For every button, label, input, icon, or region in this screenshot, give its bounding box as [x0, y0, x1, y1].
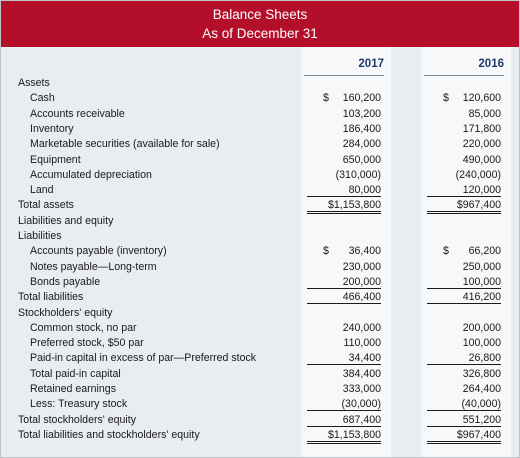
- row-value-2017: (30,000): [307, 399, 381, 411]
- statement-row: [1, 384, 519, 395]
- row-value-2016: $967,400: [427, 200, 501, 214]
- row-value-2017: (310,000): [335, 168, 381, 181]
- row-label: Assets: [18, 77, 50, 89]
- row-value-2016: 200,000: [462, 321, 501, 334]
- row-value-2017: 240,000: [342, 321, 381, 334]
- statement-row: [1, 430, 519, 441]
- currency-symbol-2017: $: [323, 92, 329, 105]
- statement-row: [1, 246, 519, 257]
- statement-row: [1, 78, 519, 89]
- row-value-2016: 100,000: [427, 277, 501, 289]
- row-value-2017: 384,400: [342, 367, 381, 380]
- row-label: Total stockholders' equity: [18, 413, 137, 426]
- row-value-2016: 326,800: [462, 367, 501, 380]
- row-value-2016: 171,800: [462, 122, 501, 135]
- currency-symbol-2016: $: [443, 92, 449, 105]
- row-value-2016: 220,000: [462, 138, 501, 151]
- row-value-2016: 120,000: [427, 185, 501, 197]
- column-header-2017: 2017: [358, 58, 384, 70]
- row-label: Stockholders' equity: [18, 306, 113, 319]
- row-label: Accounts payable (inventory): [30, 245, 167, 258]
- statement-row: [1, 277, 519, 288]
- row-label: Inventory: [30, 122, 74, 135]
- row-value-2017: 650,000: [342, 153, 381, 166]
- statement-row: [1, 369, 519, 380]
- row-value-2017: 34,400: [307, 353, 381, 365]
- row-value-2017: 687,400: [307, 415, 381, 427]
- row-label: Accumulated depreciation: [30, 168, 152, 181]
- column-rule-2017: [304, 75, 384, 76]
- statement-row: [1, 415, 519, 426]
- statement-row: [1, 399, 519, 410]
- statement-row: [1, 93, 519, 104]
- statement-row: [1, 231, 519, 242]
- statement-row: [1, 338, 519, 349]
- row-value-2017: 200,000: [307, 277, 381, 289]
- row-value-2016: 551,200: [427, 415, 501, 427]
- row-value-2016: 26,800: [427, 353, 501, 365]
- row-value-2017: 466,400: [307, 292, 381, 304]
- row-value-2017: $1,153,800: [307, 430, 381, 444]
- row-label: Retained earnings: [30, 383, 116, 395]
- row-value-2017: 230,000: [342, 260, 381, 273]
- statement-row: [1, 292, 519, 303]
- row-value-2016: 490,000: [462, 153, 501, 166]
- statement-row: [1, 200, 519, 211]
- currency-symbol-2017: $: [323, 245, 329, 258]
- statement-row: [1, 262, 519, 273]
- row-value-2016: 85,000: [468, 107, 501, 120]
- row-value-2017: 186,400: [342, 122, 381, 135]
- row-value-2017: 284,000: [342, 138, 381, 151]
- row-value-2016: 416,200: [427, 292, 501, 304]
- row-label: Marketable securities (available for sale): [30, 138, 220, 151]
- statement-row: [1, 323, 519, 334]
- statement-row: [1, 109, 519, 120]
- row-label: Total paid-in capital: [30, 367, 121, 380]
- statement-row: [1, 308, 519, 319]
- statement-row: [1, 124, 519, 135]
- row-value-2016: 264,400: [462, 383, 501, 395]
- row-value-2016: (240,000): [455, 168, 501, 181]
- row-label: Less: Treasury stock: [30, 398, 128, 411]
- statement-row: [1, 139, 519, 150]
- row-value-2017: 103,200: [342, 107, 381, 120]
- row-value-2017: 80,000: [307, 185, 381, 197]
- row-value-2016: $967,400: [427, 430, 501, 444]
- row-label: Notes payable—Long-term: [30, 260, 157, 273]
- row-label: Liabilities: [18, 230, 62, 242]
- row-label: Bonds payable: [30, 275, 101, 288]
- row-label: Cash: [30, 92, 55, 105]
- column-header-2016: 2016: [478, 58, 504, 70]
- statement-header: [1, 1, 519, 47]
- statement-row: [1, 216, 519, 227]
- row-label: Total liabilities and stockholders' equity: [18, 428, 200, 441]
- row-label: Paid-in capital in excess of par—Preferred stock: [30, 352, 257, 365]
- statement-row: [1, 170, 519, 181]
- row-value-2017: 110,000: [343, 337, 381, 350]
- row-value-2016: 120,600: [462, 92, 501, 105]
- row-value-2016: 66,200: [468, 245, 501, 258]
- row-value-2017: 36,400: [348, 245, 381, 258]
- row-value-2016: 250,000: [462, 260, 501, 273]
- row-label: Land: [30, 184, 54, 197]
- statement-row: [1, 353, 519, 364]
- row-label: Preferred stock, $50 par: [30, 337, 144, 350]
- statement-row: [1, 185, 519, 196]
- row-value-2017: 160,200: [342, 92, 381, 105]
- column-rule-2016: [424, 75, 504, 76]
- currency-symbol-2016: $: [443, 245, 449, 258]
- statement-title: Balance Sheets: [212, 7, 308, 22]
- row-value-2016: (40,000): [427, 399, 501, 411]
- row-label: Total assets: [18, 199, 74, 212]
- row-label: Common stock, no par: [30, 321, 137, 334]
- statement-subtitle: As of December 31: [202, 26, 318, 41]
- statement-row: [1, 155, 519, 166]
- row-value-2017: $1,153,800: [307, 200, 381, 214]
- row-label: Liabilities and equity: [18, 214, 114, 227]
- row-label: Total liabilities: [18, 291, 84, 304]
- row-label: Equipment: [30, 153, 81, 166]
- row-value-2017: 333,000: [342, 383, 381, 395]
- row-label: Accounts receivable: [30, 107, 125, 120]
- row-value-2016: 100,000: [462, 337, 501, 350]
